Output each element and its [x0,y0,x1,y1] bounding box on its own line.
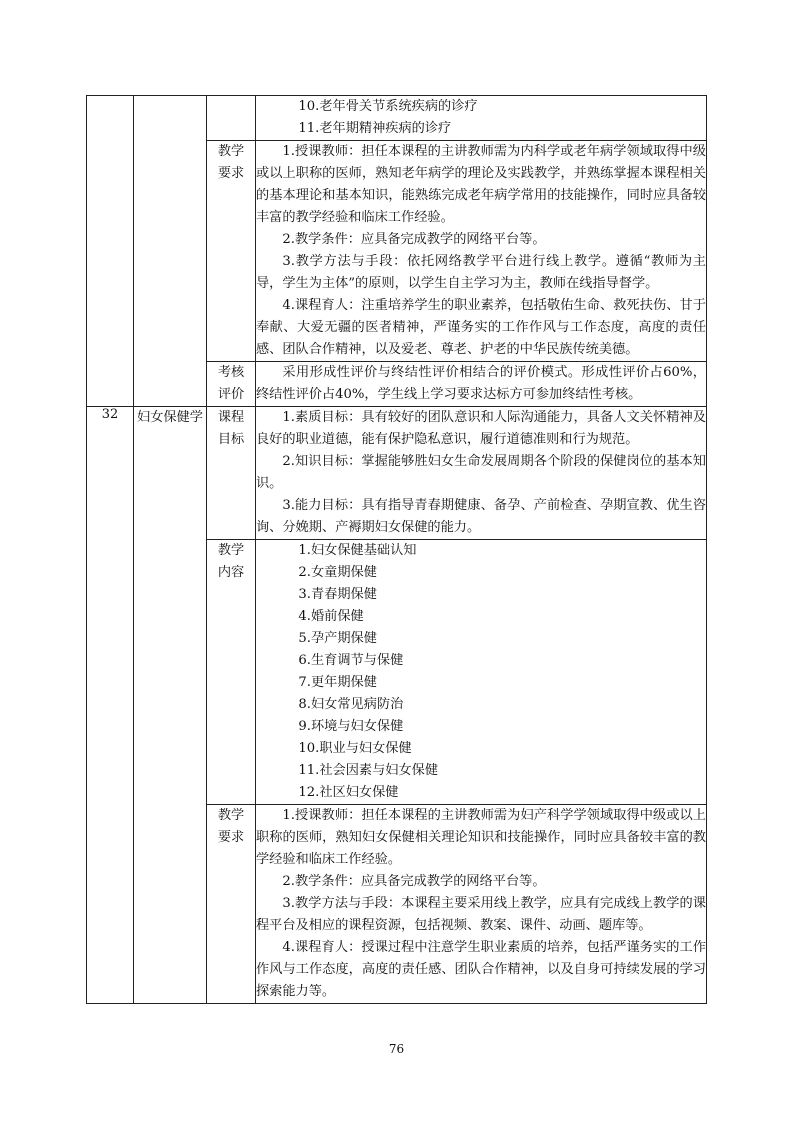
prev-req-cell [256,141,707,362]
paragraph: 2.教学条件：应具备完成教学的网络平台等。 [282,232,546,247]
page-number: 76 [388,1042,405,1056]
prev-items-cell [256,96,707,141]
course-goal-row [87,407,707,540]
course-number: 32 [87,407,134,1004]
list-item: 7.更年期保健 [298,675,377,690]
label-line: 要求 [217,830,245,845]
course-goal-cell [256,407,707,540]
course-req-label [207,805,256,1004]
label-line: 考核 [217,365,245,380]
label-line: 目标 [217,432,245,447]
paragraph: 2.教学条件：应具备完成教学的网络平台等。 [282,874,546,889]
label-line: 教学 [217,144,245,159]
list-item: 9.环境与妇女保健 [298,719,404,734]
list-item: 11.社会因素与妇女保健 [298,763,439,778]
prev-items-label-cell [207,96,256,141]
list-item: 10.老年骨关节系统疾病的诊疗 [298,99,478,114]
course-table [86,95,707,1004]
paragraph: 1.授课教师：担任本课程的主讲教师需为内科学或老年病学领域取得中级或以上职称的医师，熟知老年病学的理论及实践教学，并熟练掌握本课程相关的基本理论和基本知识，能熟练完成老年病学常用的技能操作，同时应具备较丰富的教学经验和临床工作经验。 [256,144,706,225]
label-line: 要求 [217,166,245,181]
list-item: 5.孕产期保健 [298,631,377,646]
label-line: 教学 [217,543,245,558]
course-content-label [207,540,256,805]
prev-eval-cell [256,362,707,407]
list-item: 11.老年期精神疾病的诊疗 [298,121,452,136]
list-item: 3.青春期保健 [298,587,377,602]
prev-eval-label [207,362,256,407]
list-item: 8.妇女常见病防治 [298,697,404,712]
list-item: 2.女童期保健 [298,565,377,580]
course-goal-label [207,407,256,540]
course-req-cell [256,805,707,1004]
prev-number-cell [87,96,134,407]
list-item: 12.社区妇女保健 [298,785,399,800]
paragraph: 3.能力目标：具有指导青春期健康、备孕、产前检查、孕期宣教、优生咨询、分娩期、产褥期妇女保健的能力。 [256,498,706,535]
list-item: 10.职业与妇女保健 [298,741,412,756]
paragraph: 3.教学方法与手段：本课程主要采用线上教学，应具有完成线上教学的课程平台及相应的课程资源，包括视频、教案、课件、动画、题库等。 [256,896,706,933]
paragraph: 3.教学方法与手段：依托网络教学平台进行线上教学。遵循“教师为主导，学生为主体”的原则，以学生自主学习为主，教师在线指导督学。 [256,254,706,291]
paragraph: 1.授课教师：担任本课程的主讲教师需为妇产科学学领域取得中级或以上职称的医师，熟知妇女保健相关理论知识和技能操作，同时应具备较丰富的教学经验和临床工作经验。 [256,808,706,867]
paragraph: 2.知识目标：掌握能够胜妇女生命发展周期各个阶段的保健岗位的基本知识。 [256,454,706,491]
paragraph: 4.课程育人：注重培养学生的职业素养，包括敬佑生命、救死扶伤、甘于奉献、大爱无疆的医者精神，严谨务实的工作作风与工作态度，高度的责任感、团队合作精神，以及爱老、尊老、护老的中华民族传统美德。 [256,298,706,357]
prev-name-cell [134,96,207,407]
paragraph: 1.素质目标：具有较好的团队意识和人际沟通能力，具备人文关怀精神及良好的职业道德，能有保护隐私意识，履行道德准则和行为规范。 [256,410,706,447]
paragraph: 采用形成性评价与终结性评价相结合的评价模式。形成性评价占60%，终结性评价占40%，学生线上学习要求达标方可参加终结性考核。 [256,365,706,402]
label-line: 课程 [217,410,245,425]
course-content-cell [256,540,707,805]
list-item: 1.妇女保健基础认知 [298,543,417,558]
label-line: 内容 [217,565,245,580]
label-line: 教学 [217,808,245,823]
prev-req-label [207,141,256,362]
list-item: 4.婚前保健 [298,609,364,624]
course-name: 妇女保健学 [134,407,207,1004]
prev-items-row [87,96,707,141]
label-line: 评价 [217,387,245,402]
list-item: 6.生育调节与保健 [298,653,404,668]
paragraph: 4.课程育人：授课过程中注意学生职业素质的培养，包括严谨务实的工作作风与工作态度，高度的责任感、团队合作精神，以及自身可持续发展的学习探索能力等。 [256,940,706,999]
